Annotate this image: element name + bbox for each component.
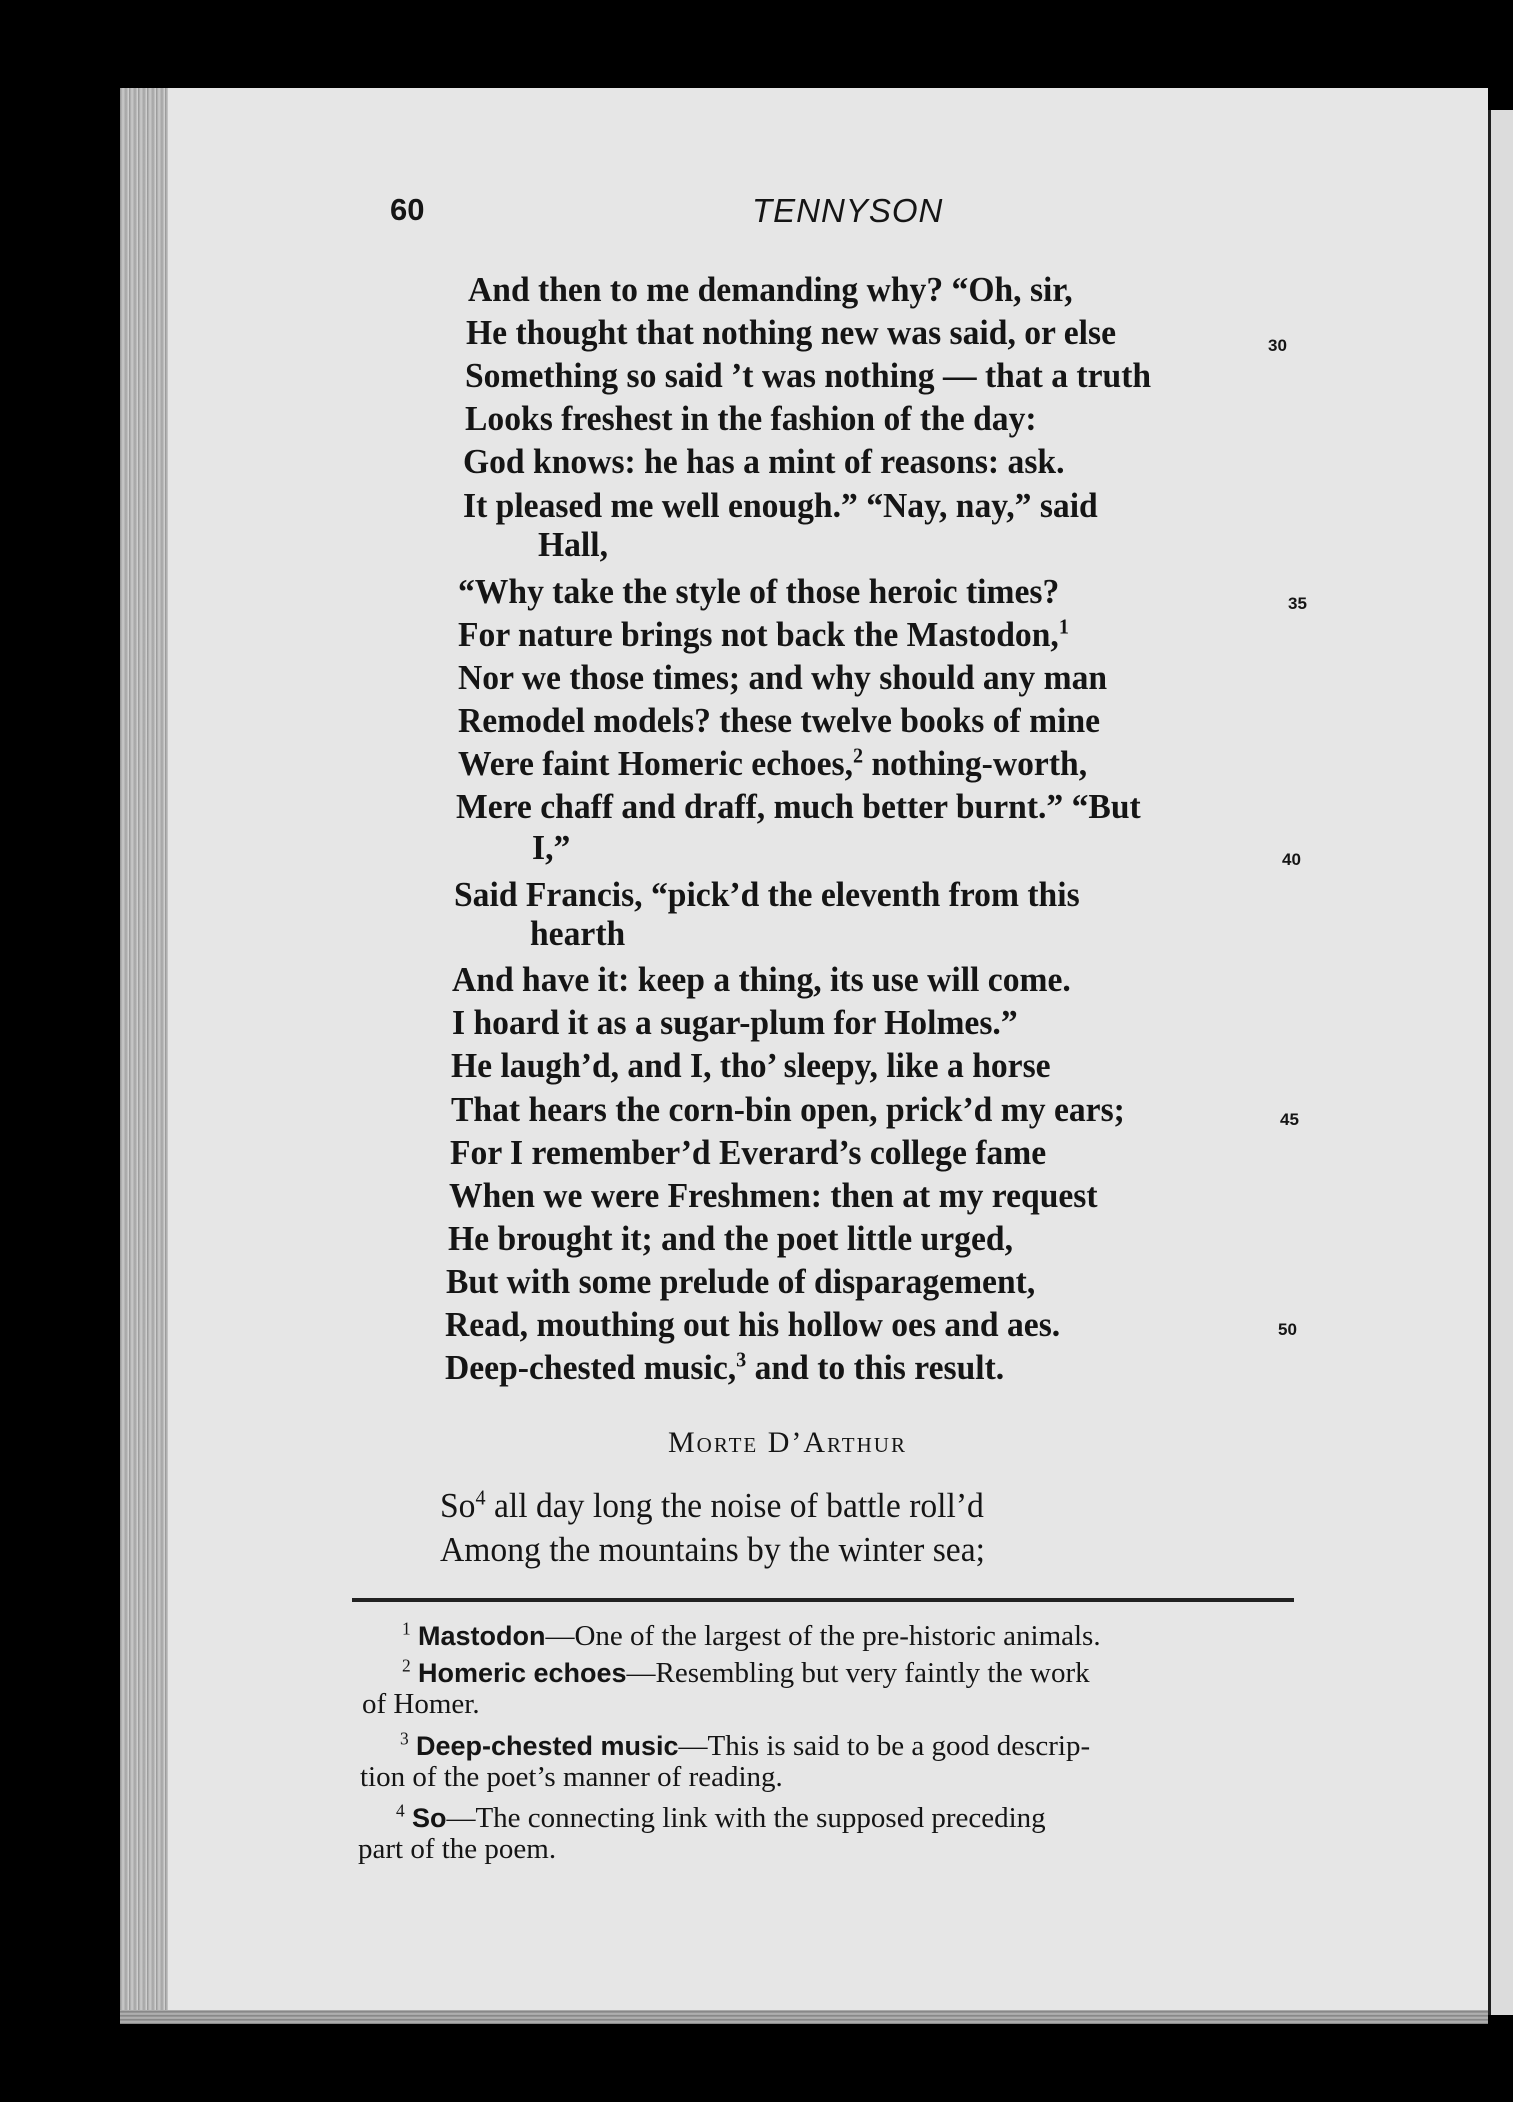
footnote-continuation: part of the poem. [358,1833,557,1865]
verse-line: He brought it; and the poet little urged, [448,1219,1013,1258]
verse-line: When we were Freshmen: then at my request [449,1176,1098,1215]
verse-line: So$^4$ all day long the noise of battle roll’d [440,1485,984,1525]
verse-line: And have it: keep a thing, its use will come. [452,960,1071,999]
footnote: $^4$ So—The connecting link with the supposed preceding [396,1800,1046,1834]
footnote-ref: 1 [1058,614,1069,639]
verse-line: “Why take the style of those heroic times? [458,572,1060,611]
page-bottom-edge [120,2010,1488,2024]
verse-line: For I remember’d Everard’s college fame [450,1133,1047,1172]
verse-line: Deep-chested music,$^3$ and to this result. [445,1347,1005,1387]
facing-page-edge [1488,110,1513,2015]
verse-line: He thought that nothing new was said, or else [466,313,1116,352]
footnote-continuation: tion of the poet’s manner of reading. [360,1761,783,1793]
verse-line-continuation: hearth [530,914,626,953]
verse-line: It pleased me well enough.” “Nay, nay,” said [463,486,1098,525]
verse-line: Said Francis, “pick’d the eleventh from this [454,875,1080,914]
verse-line: And then to me demanding why? “Oh, sir, [468,270,1073,309]
verse-line: But with some prelude of disparagement, [446,1262,1036,1301]
verse-line: Among the mountains by the winter sea; [440,1530,985,1569]
verse-line: Were faint Homeric echoes,$^2$ nothing-worth, [458,743,1088,783]
footnote-ref: 3 [736,1347,747,1372]
section-heading: Morte D’Arthur [668,1426,907,1459]
footnote-continuation: of Homer. [362,1688,480,1720]
verse-line: Mere chaff and draff, much better burnt.” “But [456,787,1141,826]
footnote: $^1$ Mastodon—One of the largest of the pre-historic animals. [402,1618,1101,1652]
footnote-ref: 2 [852,743,864,768]
footnote-ref: 4 [475,1485,486,1510]
verse-line-continuation: Hall, [538,525,609,564]
footnote: $^3$ Deep-chested music—This is said to be a good descrip- [400,1728,1091,1762]
verse-line-continuation: I,” [532,828,571,867]
verse-line: For nature brings not back the Mastodon,$^1$ [458,614,1069,654]
verse-line: I hoard it as a sugar-plum for Holmes.” [452,1003,1018,1042]
running-title: TENNYSON [752,192,944,229]
line-number: 30 [1268,336,1287,355]
footnote: $^2$ Homeric echoes—Resembling but very faintly the work [402,1655,1090,1689]
verse-line: Read, mouthing out his hollow oes and aes. [445,1305,1061,1344]
verse-line: That hears the corn-bin open, prick’d my ears; [451,1090,1125,1129]
line-number: 35 [1288,594,1307,613]
line-number: 40 [1282,850,1301,869]
verse-line: He laugh’d, and I, tho’ sleepy, like a horse [451,1046,1051,1085]
line-number: 45 [1280,1110,1299,1129]
verse-line: Looks freshest in the fashion of the day: [465,399,1037,438]
page-number: 60 [390,192,425,227]
verse-line: Remodel models? these twelve books of mine [458,701,1101,740]
footnote-rule [352,1598,1294,1602]
verse-line: Nor we those times; and why should any man [458,658,1108,697]
verse-line: Something so said ’t was nothing — that a truth [465,356,1152,395]
line-number: 50 [1278,1320,1297,1339]
page-gutter [120,88,168,2023]
verse-line: God knows: he has a mint of reasons: ask. [463,442,1065,481]
